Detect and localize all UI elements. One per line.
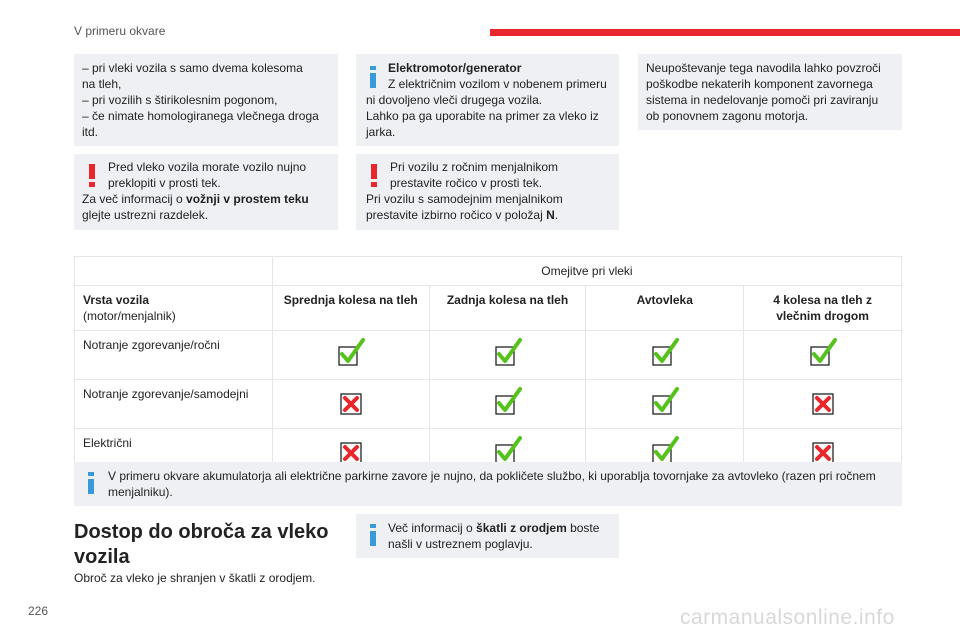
- text-line: – pri vleki vozila s samo dvema kolesoma: [82, 61, 303, 75]
- warning-box-neutral: [74, 154, 338, 230]
- text-line: našli v ustreznem poglavju.: [388, 537, 533, 551]
- column-header: Sprednja kolesa na tleh: [272, 286, 429, 331]
- info-box-battery-failure: [74, 462, 902, 506]
- box-title: Elektromotor/generator: [388, 61, 522, 75]
- vehicle-type-header: [75, 286, 273, 331]
- status-cell: [272, 331, 429, 380]
- row-label: Notranje zgorevanje/ročni: [75, 331, 273, 380]
- text-line: itd.: [82, 125, 99, 139]
- text-line: V primeru okvare akumulatorja ali električne parkirne zavore je nujno, da pokličete službo, ki uporablja tovornjake za avtovleko (razen pri ročnem: [108, 469, 876, 483]
- column-header: Zadnja kolesa na tleh: [429, 286, 586, 331]
- status-cell: [744, 380, 902, 429]
- table-row: [75, 331, 902, 380]
- column-header: Avtovleka: [586, 286, 744, 331]
- warning-text-box: [638, 54, 902, 130]
- text-line: prestavite ročico v prosti tek.: [390, 176, 543, 190]
- column-header: 4 kolesa na tleh z vlečnim drogom: [744, 286, 902, 331]
- status-cell: [586, 331, 744, 380]
- page-number: 226: [28, 604, 49, 618]
- info-box-electric-motor: [356, 54, 619, 146]
- row-label: Električni: [75, 429, 273, 478]
- text-line: Pri vozilu s samodejnim menjalnikom: [366, 192, 563, 206]
- text-line: ob ponovnem zagonu motorja.: [646, 109, 809, 123]
- cross-icon: [336, 386, 366, 418]
- vehicle-type-sub: (motor/menjalnik): [83, 309, 176, 323]
- vehicle-type-label: Vrsta vozila: [83, 293, 150, 307]
- text-line: preklopiti v prosti tek.: [108, 176, 221, 190]
- table-corner-cell: [75, 257, 273, 286]
- cross-icon: [808, 386, 838, 418]
- text-line: jarka.: [366, 125, 396, 139]
- text-line: menjalniku).: [108, 485, 173, 499]
- text-line: Neupoštevanje tega navodila lahko povzroči: [646, 61, 881, 75]
- info-box-toolbox: [356, 514, 619, 558]
- check-icon: [336, 337, 366, 369]
- text-line: Lahko pa ga uporabite na primer za vleko iz: [366, 109, 599, 123]
- towing-restrictions-table: [74, 256, 902, 478]
- heading-line: vozila: [74, 546, 130, 568]
- text-run-bold: vožnji v prostem teku: [186, 192, 309, 206]
- text-line: na tleh,: [82, 77, 122, 91]
- watermark-text: carmanualsonline.info: [680, 606, 895, 629]
- heading-line: Dostop do obroča za vleko: [74, 521, 329, 543]
- text-line: Pred vleko vozila morate vozilo nujno: [108, 160, 307, 174]
- warning-box-gear-lever: [356, 154, 619, 230]
- text-line: [388, 520, 611, 536]
- status-cell: [586, 380, 744, 429]
- running-header: V primeru okvare: [74, 24, 166, 38]
- text-line: glejte ustrezni razdelek.: [82, 208, 209, 222]
- status-cell: [429, 331, 586, 380]
- text-line: – če nimate homologiranega vlečnega droga: [82, 109, 319, 123]
- text-line: [366, 207, 611, 223]
- status-cell: [744, 331, 902, 380]
- table-row: [75, 380, 902, 429]
- text-run-bold: škatli z orodjem: [476, 521, 567, 535]
- text-run: prestavite izbirno ročico v položaj: [366, 208, 547, 222]
- text-run-bold: N: [546, 208, 555, 222]
- text-line: sistema in nedelovanje pomoči pri zaviranju: [646, 93, 879, 107]
- header-accent-bar: [490, 29, 960, 36]
- status-cell: [272, 380, 429, 429]
- text-line: Pri vozilu z ročnim menjalnikom: [390, 160, 559, 174]
- check-icon: [650, 337, 680, 369]
- text-line: [82, 191, 330, 207]
- text-run: boste: [566, 521, 600, 535]
- text-run: .: [554, 208, 559, 222]
- check-icon: [493, 386, 523, 418]
- text-line: ni dovoljeno vleči drugega vozila.: [366, 93, 543, 107]
- check-icon: [493, 337, 523, 369]
- text-line: – pri vozilih s štirikolesnim pogonom,: [82, 93, 278, 107]
- text-run: Več informacij o: [388, 521, 477, 535]
- section-paragraph: Obroč za vleko je shranjen v škatli z orodjem.: [74, 571, 316, 585]
- section-heading: [74, 520, 328, 570]
- check-icon: [650, 386, 680, 418]
- check-icon: [808, 337, 838, 369]
- status-cell: [429, 380, 586, 429]
- info-box-towing-conditions: [74, 54, 338, 146]
- text-line: Z električnim vozilom v nobenem primeru: [388, 77, 607, 91]
- text-run: Za več informacij o: [82, 192, 187, 206]
- text-line: poškodbe nekaterih komponent zavornega: [646, 77, 873, 91]
- table-group-header: Omejitve pri vleki: [272, 257, 901, 286]
- row-label: Notranje zgorevanje/samodejni: [75, 380, 273, 429]
